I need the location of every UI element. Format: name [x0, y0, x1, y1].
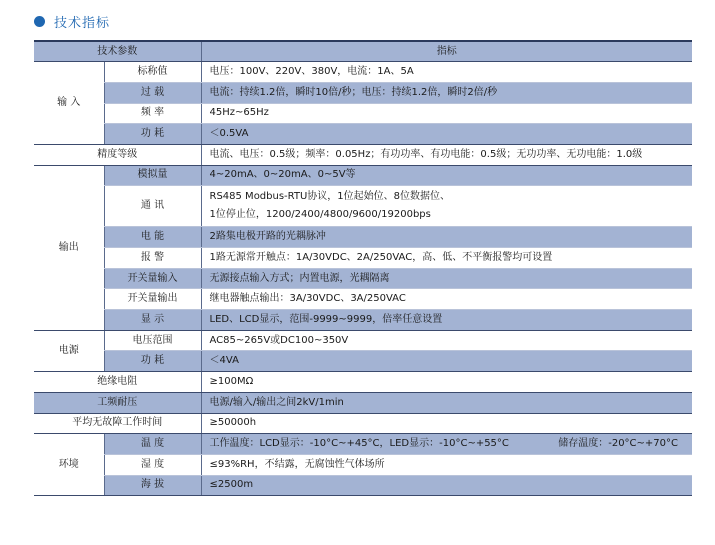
comm-line-2: 1位停止位，1200/2400/4800/9600/19200bps [209, 209, 431, 221]
value-cell: ≥50000h [201, 413, 692, 434]
table-row [34, 124, 692, 145]
sub-label: 开关量输出 [104, 289, 201, 310]
sub-label: 湿 度 [104, 454, 201, 475]
group-input: 输 入 [34, 62, 104, 145]
value-cell [201, 186, 692, 227]
sub-label: 频 率 [104, 103, 201, 124]
table-row [34, 103, 692, 124]
sub-label: 功 耗 [104, 351, 201, 372]
comm-line-1: RS485 Modbus-RTU协议，1位起始位、8位数据位、 [209, 191, 451, 203]
table-row [34, 268, 692, 289]
table-row [34, 144, 692, 165]
table-row [34, 289, 692, 310]
value-cell: LED、LCD显示，范围-9999~9999，倍率任意设置 [201, 310, 692, 331]
group-power: 电源 [34, 330, 104, 371]
value-cell: 电压：100V、220V、380V，电流：1A、5A [201, 62, 692, 83]
mtbf-label: 平均无故障工作时间 [34, 413, 201, 434]
header-spec: 指标 [201, 41, 692, 62]
insulation-label: 绝缘电阻 [34, 372, 201, 393]
table-row [34, 413, 692, 434]
table-row [34, 165, 692, 186]
value-cell: ≥100MΩ [201, 372, 692, 393]
accuracy-label: 精度等级 [34, 144, 201, 165]
section-title: 技术指标 [54, 15, 111, 31]
sub-label: 标称值 [104, 62, 201, 83]
value-cell: 2路集电极开路的光耦脉冲 [201, 227, 692, 248]
value-cell: ＜4VA [201, 351, 692, 372]
group-output: 输出 [34, 165, 104, 330]
sub-label: 海 拔 [104, 475, 201, 496]
sub-label: 功 耗 [104, 124, 201, 145]
table-row [34, 227, 692, 248]
group-env: 环境 [34, 434, 104, 496]
sub-label: 温 度 [104, 434, 201, 455]
table-row [34, 82, 692, 103]
storage-temp: 储存温度：-20°C~+70°C [558, 438, 678, 450]
value-cell [201, 434, 692, 455]
sub-label: 过 载 [104, 82, 201, 103]
header-params: 技术参数 [34, 41, 201, 62]
table-row [34, 475, 692, 496]
table-row [34, 434, 692, 455]
spec-table [34, 40, 692, 496]
table-row [34, 351, 692, 372]
sub-label: 电 能 [104, 227, 201, 248]
value-cell: 45Hz~65Hz [201, 103, 692, 124]
value-cell: AC85~265V或DC100~350V [201, 330, 692, 351]
table-row [34, 310, 692, 331]
value-cell: ＜0.5VA [201, 124, 692, 145]
table-row [34, 372, 692, 393]
value-cell: ≤93%RH，不结露，无腐蚀性气体场所 [201, 454, 692, 475]
value-cell: 无源接点输入方式；内置电源，光耦隔离 [201, 268, 692, 289]
value-cell: 1路无源常开触点：1A/30VDC、2A/250VAC，高、低、不平衡报警均可设置 [201, 248, 692, 269]
sub-label: 电压范围 [104, 330, 201, 351]
value-cell: 电流、电压：0.5级；频率：0.05Hz；有功功率、有功电能：0.5级；无功功率、无功电能：1.0级 [201, 144, 692, 165]
table-row [34, 248, 692, 269]
table-row [34, 392, 692, 413]
value-cell: 电流：持续1.2倍，瞬时10倍/秒；电压：持续1.2倍，瞬时2倍/秒 [201, 82, 692, 103]
value-cell: 4~20mA、0~20mA、0~5V等 [201, 165, 692, 186]
value-cell: 继电器触点输出：3A/30VDC、3A/250VAC [201, 289, 692, 310]
value-cell: ≤2500m [201, 475, 692, 496]
sub-label: 模拟量 [104, 165, 201, 186]
table-row [34, 330, 692, 351]
sub-label: 显 示 [104, 310, 201, 331]
bullet-dot-icon [34, 16, 45, 27]
table-row [34, 186, 692, 227]
sub-label: 开关量输入 [104, 268, 201, 289]
withstand-label: 工频耐压 [34, 392, 201, 413]
header-row [34, 41, 692, 62]
section-heading [34, 11, 110, 31]
sub-label: 通 讯 [104, 186, 201, 227]
table-row [34, 454, 692, 475]
operating-temp: 工作温度：LCD显示：-10°C~+45°C，LED显示：-10°C~+55°C [209, 438, 509, 450]
value-cell: 电源/输入/输出之间2kV/1min [201, 392, 692, 413]
sub-label: 报 警 [104, 248, 201, 269]
table-row [34, 62, 692, 83]
